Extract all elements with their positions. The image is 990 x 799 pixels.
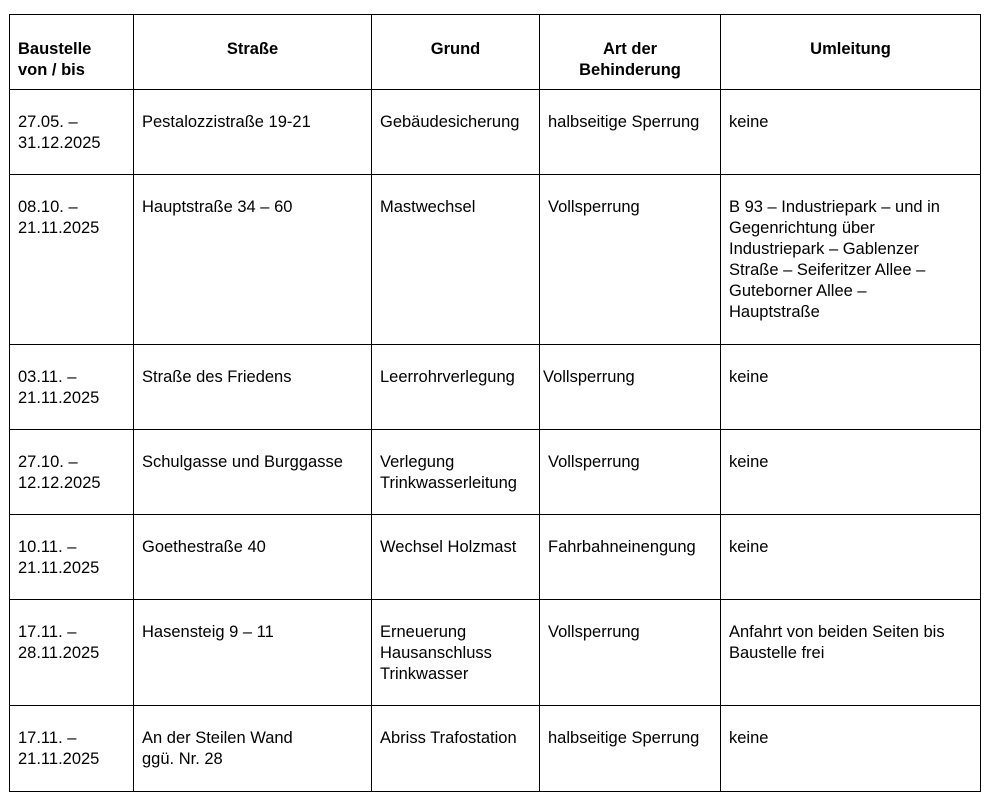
cell-reason: Abriss Trafostation <box>372 706 540 792</box>
cell-obstruction: Vollsperrung <box>540 600 721 706</box>
cell-street: Pestalozzistraße 19-21 <box>134 90 372 175</box>
cell-reason: Wechsel Holzmast <box>372 515 540 600</box>
table-row <box>10 345 981 430</box>
header-obstruction-type: Art der Behinderung <box>540 15 721 90</box>
cell-street: Hauptstraße 34 – 60 <box>134 175 372 345</box>
header-reason: Grund <box>372 15 540 90</box>
table-row <box>10 600 981 706</box>
header-detour: Umleitung <box>721 15 981 90</box>
table-row <box>10 90 981 175</box>
cell-obstruction: Vollsperrung <box>540 430 721 515</box>
table-row <box>10 706 981 792</box>
table-header-row <box>10 15 981 90</box>
cell-detour: B 93 – Industriepark – und in Gegenrichtung über Industriepark – Gablenzer Straße – Seiferitzer Allee – Guteborner Allee – Hauptstraße <box>721 175 981 345</box>
cell-detour: Anfahrt von beiden Seiten bis Baustelle frei <box>721 600 981 706</box>
cell-street: Schulgasse und Burggasse <box>134 430 372 515</box>
table-row <box>10 430 981 515</box>
cell-obstruction: halbseitige Sperrung <box>540 90 721 175</box>
cell-obstruction: halbseitige Sperrung <box>540 706 721 792</box>
cell-reason: Erneuerung Hausanschluss Trinkwasser <box>372 600 540 706</box>
cell-detour: keine <box>721 345 981 430</box>
cell-detour: keine <box>721 706 981 792</box>
cell-date: 03.11. – 21.11.2025 <box>10 345 134 430</box>
cell-obstruction: Vollsperrung <box>540 175 721 345</box>
cell-reason: Mastwechsel <box>372 175 540 345</box>
cell-date: 10.11. – 21.11.2025 <box>10 515 134 600</box>
cell-detour: keine <box>721 90 981 175</box>
header-date-range: Baustelle von / bis <box>10 15 134 90</box>
cell-date: 27.10. – 12.12.2025 <box>10 430 134 515</box>
cell-street: Straße des Friedens <box>134 345 372 430</box>
construction-sites-table <box>9 14 981 792</box>
cell-detour: keine <box>721 430 981 515</box>
cell-street: An der Steilen Wand ggü. Nr. 28 <box>134 706 372 792</box>
header-street: Straße <box>134 15 372 90</box>
cell-date: 08.10. – 21.11.2025 <box>10 175 134 345</box>
cell-reason: Verlegung Trinkwasserleitung <box>372 430 540 515</box>
cell-street: Hasensteig 9 – 11 <box>134 600 372 706</box>
cell-date: 17.11. – 28.11.2025 <box>10 600 134 706</box>
cell-date: 27.05. – 31.12.2025 <box>10 90 134 175</box>
cell-street: Goethestraße 40 <box>134 515 372 600</box>
cell-reason: Leerrohrverlegung <box>372 345 540 430</box>
table-row <box>10 515 981 600</box>
cell-reason: Gebäudesicherung <box>372 90 540 175</box>
table-row <box>10 175 981 345</box>
cell-obstruction: Fahrbahneinengung <box>540 515 721 600</box>
cell-obstruction: Vollsperrung <box>540 345 721 430</box>
cell-date: 17.11. – 21.11.2025 <box>10 706 134 792</box>
cell-detour: keine <box>721 515 981 600</box>
